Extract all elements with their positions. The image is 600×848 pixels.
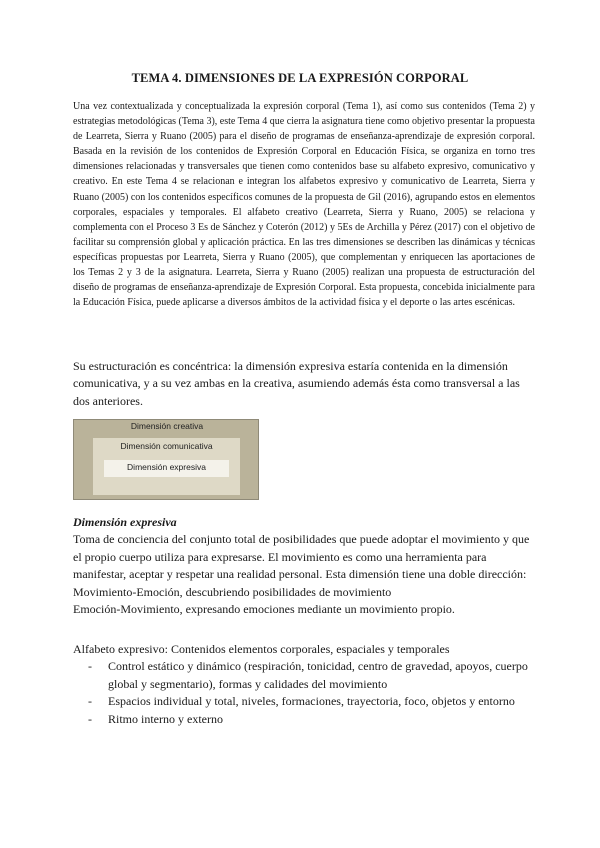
dash-bullet: - <box>88 711 92 726</box>
alphabet-list <box>73 658 535 728</box>
list-item <box>73 711 535 728</box>
expressive-dimension-box <box>104 460 229 477</box>
dash-bullet: - <box>88 659 92 674</box>
expressive-dimension-section <box>73 514 535 618</box>
creative-dimension-label: Dimensión creativa <box>130 421 204 431</box>
direction-line-2: Emoción-Movimiento, expresando emociones mediante un movimiento propio. <box>73 602 455 617</box>
concentric-dimensions-diagram <box>73 419 259 500</box>
dash-bullet: - <box>88 694 92 709</box>
list-item-text: Ritmo interno y externo <box>108 711 223 726</box>
list-item-text: Espacios individual y total, niveles, formaciones, trayectoria, foco, objetos y entorno <box>108 694 515 709</box>
list-item <box>73 693 535 710</box>
list-item <box>73 658 535 693</box>
intro-paragraph: Una vez contextualizada y conceptualizada la expresión corporal (Tema 1), así como sus contenidos (Tema 2) y estrategias metodológicas (Tema 3), este Tema 4 que cierra la asignatura tiene como objetivo presentar la propuesta de Learreta, Sierra y Ruano (2005) para el diseño de programas de enseñanza-aprendizaje de expresión corporal. Basada en la revisión de los contenidos de Expresión Corporal en Educación Física, se organiza en torno tres dimensiones relacionadas y transversales que tienen como contenidos base su alfabeto expresivo, comunicativo y creativo. En este Tema 4 se relacionan e integran los alfabetos expresivo y comunicativo de Learreta, Sierra y Ruano (2005) con los contenidos específicos comunes de la propuesta de Gil (2016), agrupando estos en elementos corporales, espaciales y temporales. El alfabeto creativo (Learreta, Sierra y Ruano, 2005) se relaciona y complementa con el Proceso 3 Es de Sánchez y Coterón (2012) y 5Es de Archilla y Pérez (2017) con el objetivo de facilitar su comprensión global y aplicación práctica. En las tres dimensiones se describen las dinámicas y técnicas específicas propuestas por Learreta, Sierra y Ruano (2005), que complementan y enriquecen las aportaciones de los Temas 2 y 3 de la asignatura. Learreta, Sierra y Ruano (2005) realizan una propuesta de estructuración del diseño de programas de enseñanza-aprendizaje de Expresión Corporal. Esta propuesta, concebida inicialmente para la Educación Física, puede aplicarse a diversos ámbitos de la actividad física y el deporte o las artes escénicas. <box>73 101 535 309</box>
expressive-alphabet <box>73 641 535 728</box>
section-heading: Dimensión expresiva <box>73 515 177 529</box>
list-item-text: Control estático y dinámico (respiración, tonicidad, centro de gravedad, apoyos, cuerpo global y segmentario), formas y calidades del movimiento <box>108 659 528 691</box>
alphabet-title: Alfabeto expresivo: Contenidos elementos corporales, espaciales y temporales <box>73 642 450 656</box>
expressive-dimension-label: Dimensión expresiva <box>127 462 206 472</box>
section-body: Toma de conciencia del conjunto total de posibilidades que puede adoptar el movimiento y que el propio cuerpo utiliza para expresarse. El movimiento es como una herramienta para manifestar, aceptar y respetar una realidad personal. Esta dimensión tiene una doble dirección: <box>73 532 530 582</box>
structure-paragraph: Su estructuración es concéntrica: la dimensión expresiva estaría contenida en la dimensión comunicativa, y a su vez ambas en la creativa, asumiendo además ésta como transversal a las dos anteriores. <box>73 359 520 408</box>
communicative-dimension-box <box>93 438 240 495</box>
direction-line-1: Movimiento-Emoción, descubriendo posibilidades de movimiento <box>73 584 392 599</box>
page-title: TEMA 4. DIMENSIONES DE LA EXPRESIÓN CORPORAL <box>131 71 469 85</box>
communicative-dimension-label: Dimensión comunicativa <box>120 441 213 451</box>
